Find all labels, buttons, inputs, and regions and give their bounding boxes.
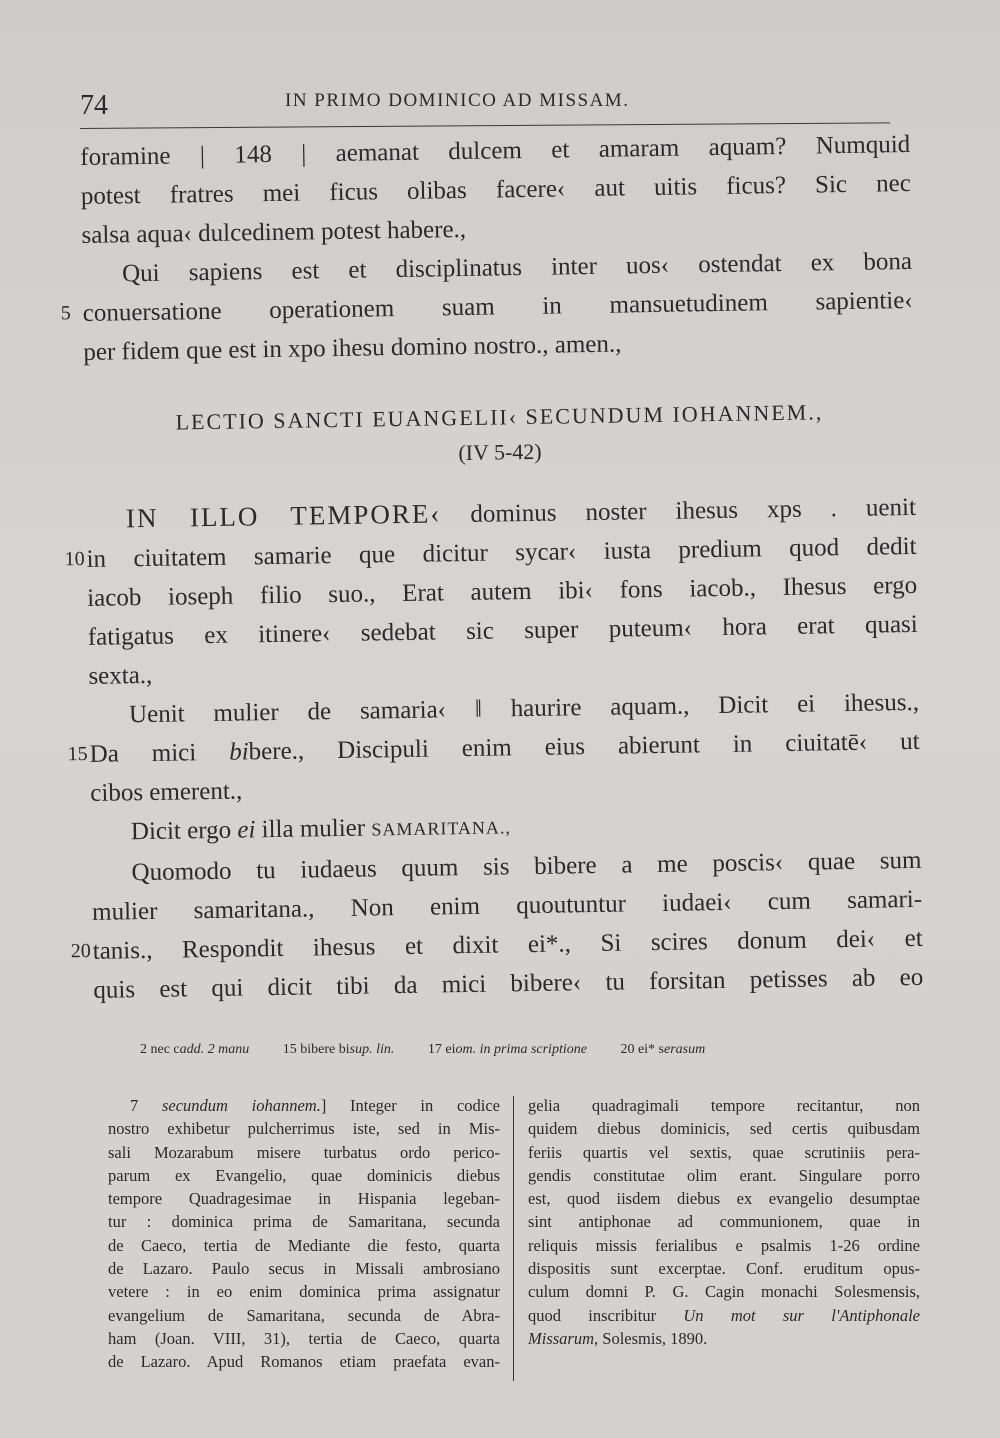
text-line: foramine | 148 | aemanat dulcem et amaram aquam? Numquid bbox=[80, 130, 911, 171]
note-line: nostro exhibetur pulcherrimus iste, sed in Mis- bbox=[108, 1119, 500, 1139]
opening-words: IN ILLO TEMPORE‹ bbox=[125, 498, 442, 534]
note-line: tempore Quadragesimae in Hispania legeban- bbox=[108, 1189, 500, 1209]
text-line: sexta., bbox=[88, 661, 153, 690]
text-line: per fidem que est in xpo ihesu domino nostro., amen., bbox=[83, 330, 622, 366]
note-line: reliquis missis ferialibus e psalmis 1-26 ordine bbox=[528, 1235, 920, 1255]
line-number: 10 bbox=[64, 547, 85, 571]
line-number: 20 bbox=[70, 939, 91, 963]
page-number: 74 bbox=[80, 90, 108, 121]
text-line-content: Dicit ergo bbox=[130, 816, 238, 846]
note-line: quod inscribitur Un mot sur l'Antiphonale bbox=[528, 1305, 921, 1325]
note-line: dispositis sunt excerptae. Conf. eruditum opus- bbox=[528, 1259, 920, 1279]
text-line: iacob ioseph filio suo., Erat autem ibi‹ fons iacob., Ihesus ergo bbox=[87, 571, 918, 612]
text-line-content: tanis., Respondit ihesus et dixit ei*., Si scires donum dei‹ et bbox=[92, 924, 923, 965]
running-title: IN PRIMO DOMINICO AD MISSAM. bbox=[285, 90, 630, 111]
note-line: feriis quartis vel sextis, quae scrutiniis pera- bbox=[528, 1142, 920, 1162]
text-line: Quomodo tu iudaeus quum sis bibere a me poscis‹ quae sum bbox=[131, 846, 922, 887]
section-heading: LECTIO SANCTI EUANGELII‹ SECUNDUM IOHANNEM., bbox=[175, 399, 824, 435]
text-line-content: illa mulier bbox=[255, 814, 372, 844]
apparatus-entry: 2 nec cadd. 2 manu bbox=[140, 1042, 250, 1057]
note-line: sint antiphonae ad communionem, quae in bbox=[528, 1212, 920, 1232]
column-rule bbox=[513, 1096, 514, 1381]
italic-text: secundum iohannem. bbox=[161, 1096, 321, 1115]
note-line: culum domni P. G. Cagin monachi Solesmensis, bbox=[528, 1282, 920, 1302]
apparatus-entry: 17 eiom. in prima scriptione bbox=[427, 1042, 587, 1057]
text-line-content: dominus noster ihesus xps . uenit bbox=[441, 493, 917, 529]
note-line: ham (Joan. VIII, 31), tertia de Caeco, quarta bbox=[108, 1328, 500, 1348]
text-line: mulier samaritana., Non enim quoutuntur iudaei‹ cum samari- bbox=[91, 885, 923, 926]
note-line: 7 secundum iohannem.] Integer in codice bbox=[130, 1096, 501, 1115]
apparatus-entry: 15 bibere bisup. lin. bbox=[282, 1042, 395, 1057]
italic-text: ei bbox=[237, 816, 256, 844]
page-header bbox=[80, 82, 900, 132]
note-line: sali Mozarabum misere turbatus ordo perico- bbox=[108, 1142, 500, 1162]
italic-text: Un mot sur l'Antiphonale bbox=[683, 1305, 921, 1325]
text-line: Qui sapiens est et disciplinatus inter uos‹ ostendat ex bona bbox=[121, 247, 913, 288]
note-line: vetere : in eo enim dominica prima assignatur bbox=[108, 1282, 500, 1302]
text-line-content: in ciuitatem samarie que dicitur sycar‹ iusta predium quod dedit bbox=[86, 532, 917, 573]
text-line-content: bere., Discipuli enim eius abierunt in ciuitatē‹ ut bbox=[248, 727, 920, 766]
note-line: est, quod iisdem diebus ex evangelio desumptae bbox=[528, 1189, 920, 1209]
text-line: fatigatus ex itinere‹ sedebat sic super puteum‹ hora erat quasi bbox=[87, 610, 918, 651]
section-reference: (IV 5-42) bbox=[458, 438, 542, 466]
text-line: potest fratres mei ficus olibas facere‹ aut uitis ficus? Sic nec bbox=[80, 169, 912, 210]
note-line: evangelium de Samaritana, secunda de Abra- bbox=[108, 1305, 500, 1325]
text-line: Uenit mulier de samaria‹ ‖ haurire aquam., Dicit ei ihesus., bbox=[128, 688, 920, 729]
smallcaps-text: SAMARITANA., bbox=[371, 817, 512, 840]
note-line: de Lazaro. Paulo secus in Missali ambrosiano bbox=[108, 1259, 500, 1279]
notes-left-column bbox=[108, 1094, 500, 1374]
text-line: cibos emerent., bbox=[90, 777, 243, 807]
note-line: parum ex Evangelio, quae dominicis diebus bbox=[108, 1165, 500, 1185]
text-line: quis est qui dicit tibi da mici bibere‹ tu forsitan petisses ab eo bbox=[93, 963, 924, 1004]
note-line: de Caeco, tertia de Mediante die festo, quarta bbox=[108, 1235, 500, 1255]
line-number: 15 bbox=[67, 742, 88, 766]
italic-text: bi bbox=[229, 738, 249, 766]
note-line: de Lazaro. Apud Romanos etiam praefata evan- bbox=[108, 1352, 500, 1372]
apparatus-entry: 20 ei* serasum bbox=[620, 1042, 706, 1057]
text-line: salsa aqua‹ dulcedinem potest habere., bbox=[81, 215, 467, 249]
critical-apparatus bbox=[140, 1042, 860, 1058]
text-line-content: conuersatione operationem suam in mansuetudinem sapientie‹ bbox=[82, 286, 913, 327]
note-line: tur : dominica prima de Samaritana, secunda bbox=[108, 1212, 500, 1232]
note-line: quidem diebus dominicis, sed certis quibusdam bbox=[528, 1119, 920, 1139]
footnotes bbox=[108, 1094, 928, 1394]
note-line: gendis constitutae olim erant. Singulare porro bbox=[528, 1165, 920, 1185]
line-number: 5 bbox=[60, 302, 71, 325]
main-text bbox=[60, 125, 924, 1010]
italic-text: Missarum bbox=[528, 1328, 595, 1348]
note-line: gelia quadragimali tempore recitantur, non bbox=[528, 1096, 920, 1115]
text-line-content: Da mici bbox=[89, 738, 230, 768]
notes-right-column bbox=[528, 1094, 920, 1350]
note-line: Missarum, Solesmis, 1890. bbox=[528, 1328, 708, 1348]
